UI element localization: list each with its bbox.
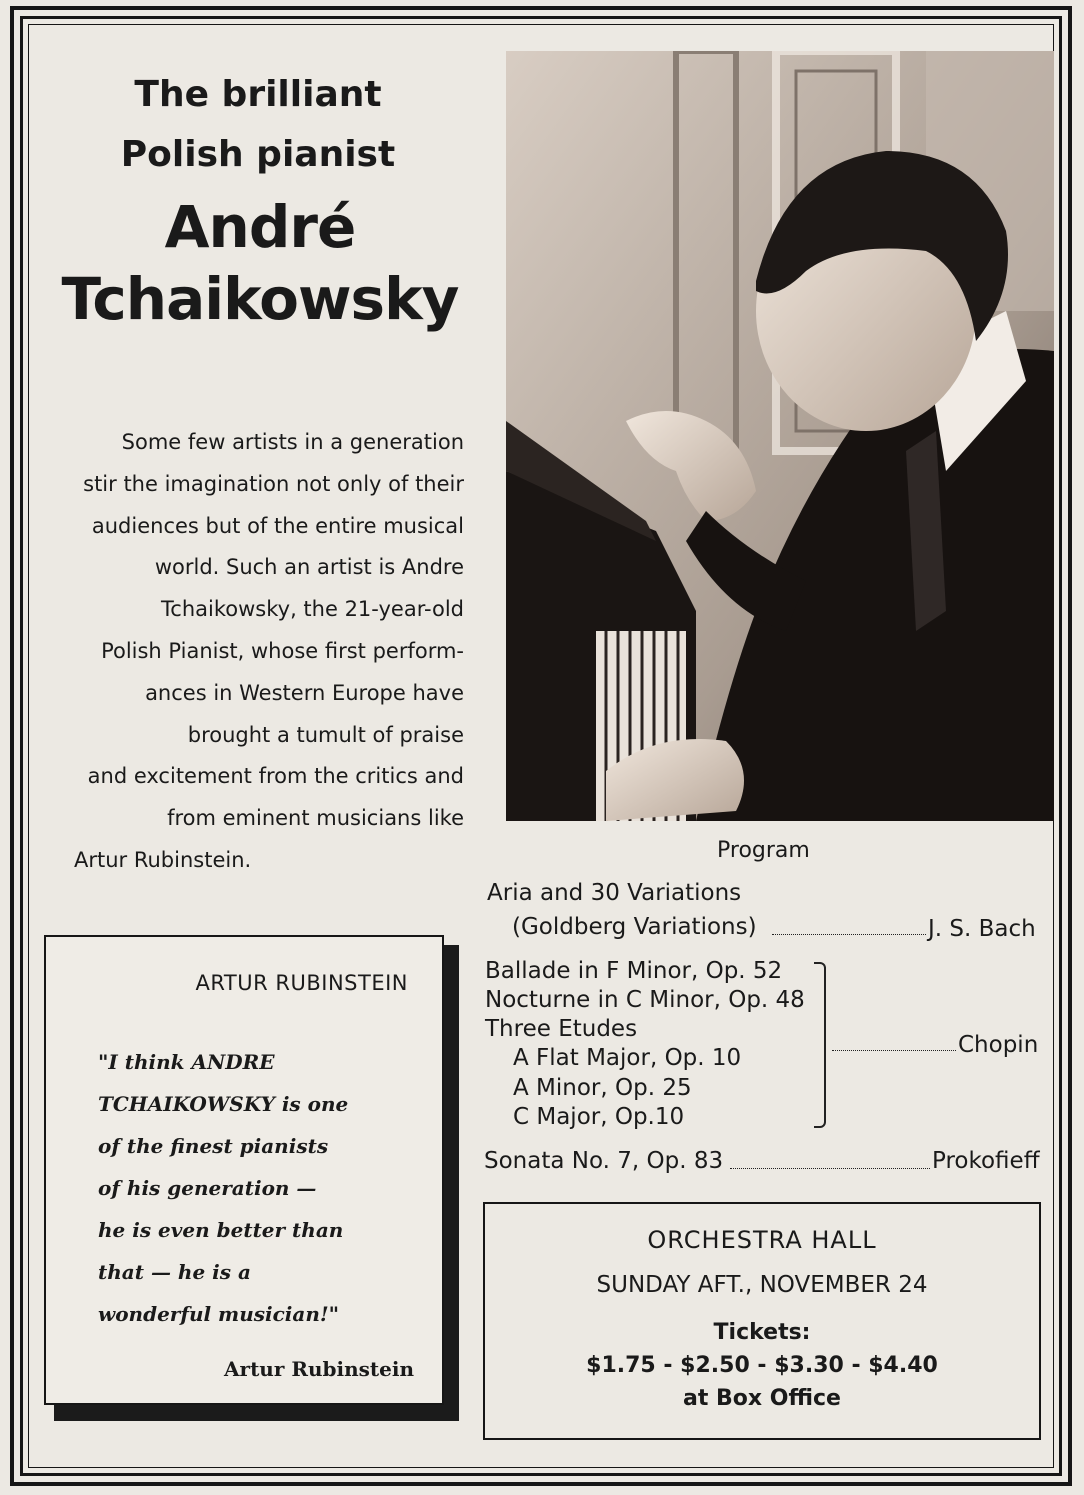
bach-composer: J. S. Bach — [928, 916, 1036, 942]
quote-text — [98, 1041, 418, 1335]
venue-hall: ORCHESTRA HALL — [647, 1226, 877, 1254]
bach-leader-dots — [772, 934, 926, 935]
intro-line: Polish Pianist, whose first perform- — [101, 638, 464, 663]
quote-line: TCHAIKOWSKY is one — [98, 1092, 349, 1116]
chopin-work: Nocturne in C Minor, Op. 48 — [485, 987, 805, 1013]
headline-line-1: The brilliant — [134, 74, 382, 115]
intro-line: Some few artists in a generation — [121, 430, 464, 454]
headline-line-2: Polish pianist — [120, 134, 396, 175]
quote-line: of his generation — — [98, 1176, 317, 1200]
prokofieff-composer: Prokofieff — [932, 1148, 1040, 1174]
quote-box-shadow-bottom — [54, 1405, 459, 1421]
quote-line: he is even better than — [98, 1218, 344, 1242]
chopin-work: C Major, Op.10 — [513, 1104, 685, 1130]
intro-paragraph — [40, 422, 464, 882]
chopin-work: Ballade in F Minor, Op. 52 — [485, 958, 783, 984]
intro-line: and excitement from the critics and — [87, 764, 464, 789]
ticket-prices: $1.75 - $2.50 - $3.30 - $4.40 — [586, 1353, 938, 1378]
box-office-note: at Box Office — [683, 1386, 841, 1411]
chopin-brace — [814, 962, 826, 1128]
intro-line: world. Such an artist is Andre — [154, 555, 464, 580]
intro-line: Artur Rubinstein. — [74, 847, 252, 872]
intro-line: stir the imagination not only of their — [83, 471, 464, 496]
bach-work-line-1: Aria and 30 Variations — [487, 880, 742, 906]
headline-block — [40, 62, 480, 332]
intro-line: brought a tumult of praise — [187, 722, 464, 747]
intro-line: audiences but of the entire musical — [91, 513, 464, 538]
prokofieff-work: Sonata No. 7, Op. 83 — [484, 1148, 724, 1174]
quote-signature: Artur Rubinstein — [224, 1357, 414, 1381]
concert-date: SUNDAY AFT., NOVEMBER 24 — [596, 1272, 928, 1298]
quote-heading: ARTUR RUBINSTEIN — [195, 971, 408, 995]
quote-line: "I think ANDRE — [98, 1050, 275, 1074]
program-title: Program — [717, 838, 810, 863]
intro-line: from eminent musicians like — [167, 806, 464, 831]
pianist-first-name: André — [164, 193, 356, 261]
chopin-work: A Flat Major, Op. 10 — [513, 1045, 742, 1071]
quote-line: that — he is a — [98, 1260, 251, 1284]
chopin-composer: Chopin — [958, 1032, 1039, 1058]
chopin-work: A Minor, Op. 25 — [513, 1075, 692, 1101]
tickets-label: Tickets: — [713, 1320, 811, 1345]
pianist-at-piano-photo — [506, 51, 1054, 821]
quote-box-shadow-right — [443, 945, 459, 1421]
bach-work-line-2: (Goldberg Variations) — [512, 914, 757, 940]
prokofieff-leader-dots — [730, 1168, 930, 1169]
intro-line: Tchaikowsky, the 21-year-old — [161, 597, 464, 622]
venue-box — [483, 1202, 1041, 1440]
photo-illustration — [506, 51, 1054, 821]
quote-line: of the finest pianists — [98, 1134, 329, 1158]
chopin-work: Three Etudes — [485, 1016, 638, 1042]
intro-line: ances in Western Europe have — [145, 680, 464, 705]
quote-line: wonderful musician!" — [98, 1302, 340, 1326]
pianist-last-name: Tchaikowsky — [61, 265, 459, 333]
chopin-leader-dots — [832, 1050, 956, 1051]
rubinstein-quote-box — [44, 935, 444, 1405]
